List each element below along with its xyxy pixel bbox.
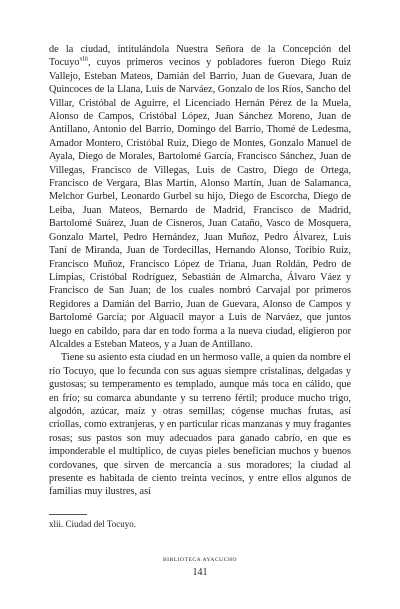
footnote-divider: [49, 514, 87, 515]
paragraph-founders-continuation: , cuyos primeros vecinos y pobladores fueron Diego Ruiz Vallejo, Esteban Mateos, Damián del Barrio, Juan de Guevara, Juan de Quincoces de la Llana, Luis de Narváez, Gonzalo de los Ríos, Sancho del Villar, Cristóbal de Aguirre, el Licenciado Hernán Pérez de la Muela, Alonso de Campos, Cristóbal López, Juan Sánchez Moreno, Juan de Antillano, Antonio del Barrio, Domingo del Barrio, Thomé de Ledesma, Amador Montero, Cristóbal Ruiz, Diego de Montes, Gonzalo Manuel de Ayala, Diego de Morales, Bartolomé García, Francisco Sánchez, Juan de Villegas, Francisco de Villegas, Luis de Castro, Diego de Ortega, Francisco de Vergara, Blas Martín, Alonso Martín, Juan de Salamanca, Melchor Gurbel, Leonardo Gurbel su hijo, Diego de Escorcha, Diego de Leiba, Juan Mateos, Bernardo de Madrid, Francisco de Madrid, Bartolomé Suárez, Juan de Cisneros, Juan Cataño, Vasco de Mosquera, Gonzalo Martel, Pedro Hernández, Juan Muñoz, Pedro Álvarez, Luis Taní de Miranda, Juan de Tordecillas, Hernando Alonso, Toribio Ruiz, Francisco Muñoz, Francisco López de Triana, Juan Roldán, Pedro de Limpias, Cristóbal Rodríguez, Sebastián de Almarcha, Álvaro Váez y Francisco de San Juan; de los cuales nombró Carvajal por primeros Regidores a Damián del Barrio, Juan de Guevara, Alonso de Campos y Bartolomé García; por Alguacil mayor a Luis de Narváez, que juntos luego en cabildo, para dar en todo forma a la nueva ciudad, eligieron por Alcaldes a Esteban Mateos, y a Juan de Antillano.: [49, 57, 351, 350]
paragraph-founders: [49, 43, 351, 351]
footnote: xlii. Ciudad del Tocuyo.: [49, 519, 136, 529]
paragraph-founders-opening: de la ciudad, intitulándola Nuestra Señora de la Concepción del Tocuyo: [49, 44, 351, 69]
main-text: [49, 43, 351, 499]
page-number: 141: [192, 567, 208, 578]
footnote-reference[interactable]: xlii: [79, 56, 89, 64]
series-title: BIBLIOTECA AYACUCHO: [162, 557, 238, 563]
paragraph-valley-description: Tiene su asiento esta ciudad en un hermoso valle, a quien da nombre el río Tocuyo, que lo fecunda con sus aguas siempre cristalinas, delgadas y gustosas; su temperamento es templado, aunque más toca en cálido, que en frío; su comarca abundante y su terreno fértil; produce mucho trigo, algodón, azúcar, maíz y otras semillas; cógense muchas frutas, así criollas, como extranjeras, y en particular ricas manzanas y muy fragantes rosas; sus pastos son muy adecuados para ganado cabrío, en que es imponderable el multiplico, de cuyas pieles benefician muchos y buenos cordovanes, que sirven de mercancía a sus moradores; la ciudad al presente es habitada de ciento treinta vecinos, y entre ellos algunos de familias muy ilustres, así: [49, 352, 351, 498]
